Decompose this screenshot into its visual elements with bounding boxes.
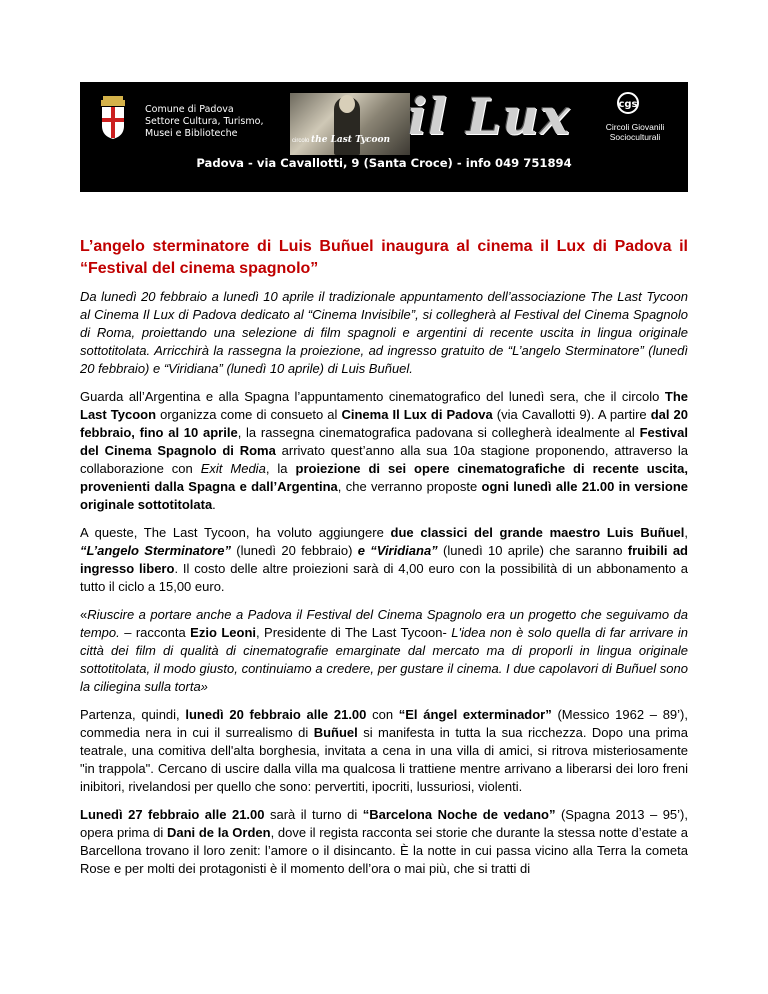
text-run: Guarda all’Argentina e alla Spagna l’appuntamento cinematografico del lunedì sera, che il circolo — [80, 389, 665, 404]
bold-run: “Barcelona Noche de vedano” — [362, 807, 556, 822]
text-run: (via Cavallotti 9). A partire — [492, 407, 651, 422]
bold-run: Ezio Leoni — [190, 625, 256, 640]
bold-run: lunedì 20 febbraio alle 21.00 — [185, 707, 367, 722]
paragraph-1 — [80, 388, 688, 514]
header-banner — [80, 82, 688, 192]
comune-line: Settore Cultura, Turismo, — [145, 116, 264, 127]
photo-caption-small: circolo — [292, 138, 310, 144]
text-run: organizza come di consueto al — [156, 407, 342, 422]
intro-paragraph: Da lunedì 20 febbraio a lunedì 10 aprile il tradizionale appuntamento dell’associazione The Last Tycoon al Cinema Il Lux di Padova dedicato al “Cinema Invisibile”, si collegherà al Festival del Cinema Spagnolo di Roma, proiettando una selezione di film spagnoli e argentini di recente uscita in lingua originale sottotitolata. Arricchirà la rassegna la proiezione, ad ingresso gratuito de “L’angelo Sterminatore” (lunedì 20 febbraio) e “Viridiana” (lunedì 10 aprile) di Luis Buñuel. — [80, 289, 688, 376]
article-body — [80, 288, 688, 888]
text-run: . Il costo delle altre proiezioni sarà di 4,00 euro con la possibilità di un abbonamento a tutto il ciclo a 15,00 euro. — [80, 561, 688, 594]
bold-run: due classici del grande maestro Luis Buñuel — [390, 525, 685, 540]
italic-run: L'idea non è solo quella di far arrivare in città dei film di qualità di cinematografie emarginate dal mercato ma di proporli in lingua originale sottotitolata, il modo giusto, continuiamo a credere, per gustare il cinema. I due capolavori di Buñuel sono la ciliegina sulla torta» — [80, 625, 689, 694]
text-run: , Presidente di The Last Tycoon- — [256, 625, 452, 640]
cgs-line: Socioculturali — [609, 132, 661, 142]
photo-caption — [292, 135, 390, 145]
bold-italic-run: “L’angelo Sterminatore” — [80, 543, 231, 558]
cgs-line: Circoli Giovanili — [605, 122, 665, 132]
bold-run: Buñuel — [313, 725, 358, 740]
paragraph-5 — [80, 806, 688, 878]
text-run: , la — [265, 461, 296, 476]
text-run: – racconta — [119, 625, 191, 640]
text-run: Partenza, quindi, — [80, 707, 186, 722]
il-lux-logo: il Lux — [408, 87, 571, 146]
cgs-text — [590, 122, 680, 142]
cgs-logo-icon — [610, 92, 646, 122]
address-line: Padova - via Cavallotti, 9 (Santa Croce) - info 049 751894 — [196, 156, 572, 170]
text-run: (Messico 1962 – 89’), commedia nera in cui il surrealismo di — [80, 707, 688, 740]
italic-run: Exit Media — [200, 461, 266, 476]
text-run: . — [212, 497, 216, 512]
photo-caption-title: the Last Tycoon — [311, 135, 391, 145]
text-run: sarà il turno di — [264, 807, 363, 822]
italic-run: Riuscire a portare anche a Padova il Festival del Cinema Spagnolo era un progetto che seguivamo da tempo. — [80, 607, 688, 640]
text-run: « — [80, 607, 88, 622]
bold-run: “El ángel exterminador” — [398, 707, 552, 722]
text-run: , — [684, 525, 688, 540]
paragraph-4 — [80, 706, 688, 796]
text-run: , la rassegna cinematografica padovana si collegherà idealmente al — [237, 425, 640, 440]
text-run: con — [366, 707, 399, 722]
comune-line: Musei e Biblioteche — [145, 128, 238, 139]
text-run: (lunedì 20 febbraio) — [230, 543, 358, 558]
photo-head — [339, 95, 355, 113]
text-run: (Spagna 2013 – 95’), opera prima di — [80, 807, 688, 840]
bold-run: Dani de la Orden — [166, 825, 271, 840]
comune-line: Comune di Padova — [145, 104, 234, 115]
text-run: , dove il regista racconta sei storie che durante la stessa notte d’estate a Barcellona trovano il loro zenit: l’amore o il disincanto. È la notte in cui passa vicino alla Terra la cometa Rose e per molti dei protagonisti è il momento dell’ora o mai più, che si tratti di — [80, 825, 688, 876]
comune-text — [145, 104, 263, 140]
last-tycoon-photo — [290, 93, 410, 155]
bold-run: ogni lunedì alle 21.00 in versione originale sottotitolata — [80, 479, 689, 512]
bold-run: Cinema Il Lux di Padova — [341, 407, 493, 422]
bold-run: dal 20 febbraio, fino al 10 aprile — [80, 407, 689, 440]
bold-run: proiezione di sei opere cinematografiche di recente uscita, provenienti dalla Spagna e dall’Argentina — [80, 461, 688, 494]
text-run: (lunedì 10 aprile) che saranno — [437, 543, 628, 558]
bold-italic-run: e “Viridiana” — [357, 543, 438, 558]
text-run: A queste, The Last Tycoon, ha voluto aggiungere — [80, 525, 391, 540]
paragraph-3 — [80, 606, 688, 696]
bold-run: Festival del Cinema Spagnolo di Roma — [80, 425, 688, 458]
text-run: , che verranno proposte — [337, 479, 482, 494]
text-run: arrivato quest’anno alla sua 10a stagione proponendo, attraverso la collaborazione con — [80, 443, 688, 476]
padova-crest-icon — [100, 96, 126, 140]
bold-run: fruibili ad ingresso libero — [80, 543, 688, 576]
paragraph-2 — [80, 524, 688, 596]
text-run: si manifesta in tutta la sua ricchezza. Dopo una prima teatrale, una comitiva dell'alta borghesia, invitata a cena in una villa di amici, si ritrova misteriosamente "in trappola". Cercano di uscire dalla villa ma qualcosa li trattiene mentre arrivano a liberarsi dei loro freni inibitori, rivelandosi per quello che sono: pervertiti, ipocriti, lussuriosi, violenti. — [80, 725, 688, 794]
article-headline: L’angelo sterminatore di Luis Buñuel inaugura al cinema il Lux di Padova il “Festival del cinema spagnolo” — [80, 238, 688, 277]
bold-run: Lunedì 27 febbraio alle 21.00 — [80, 807, 265, 822]
bold-run: The Last Tycoon — [80, 389, 688, 422]
cgs-mark-text: cgs — [618, 99, 638, 110]
